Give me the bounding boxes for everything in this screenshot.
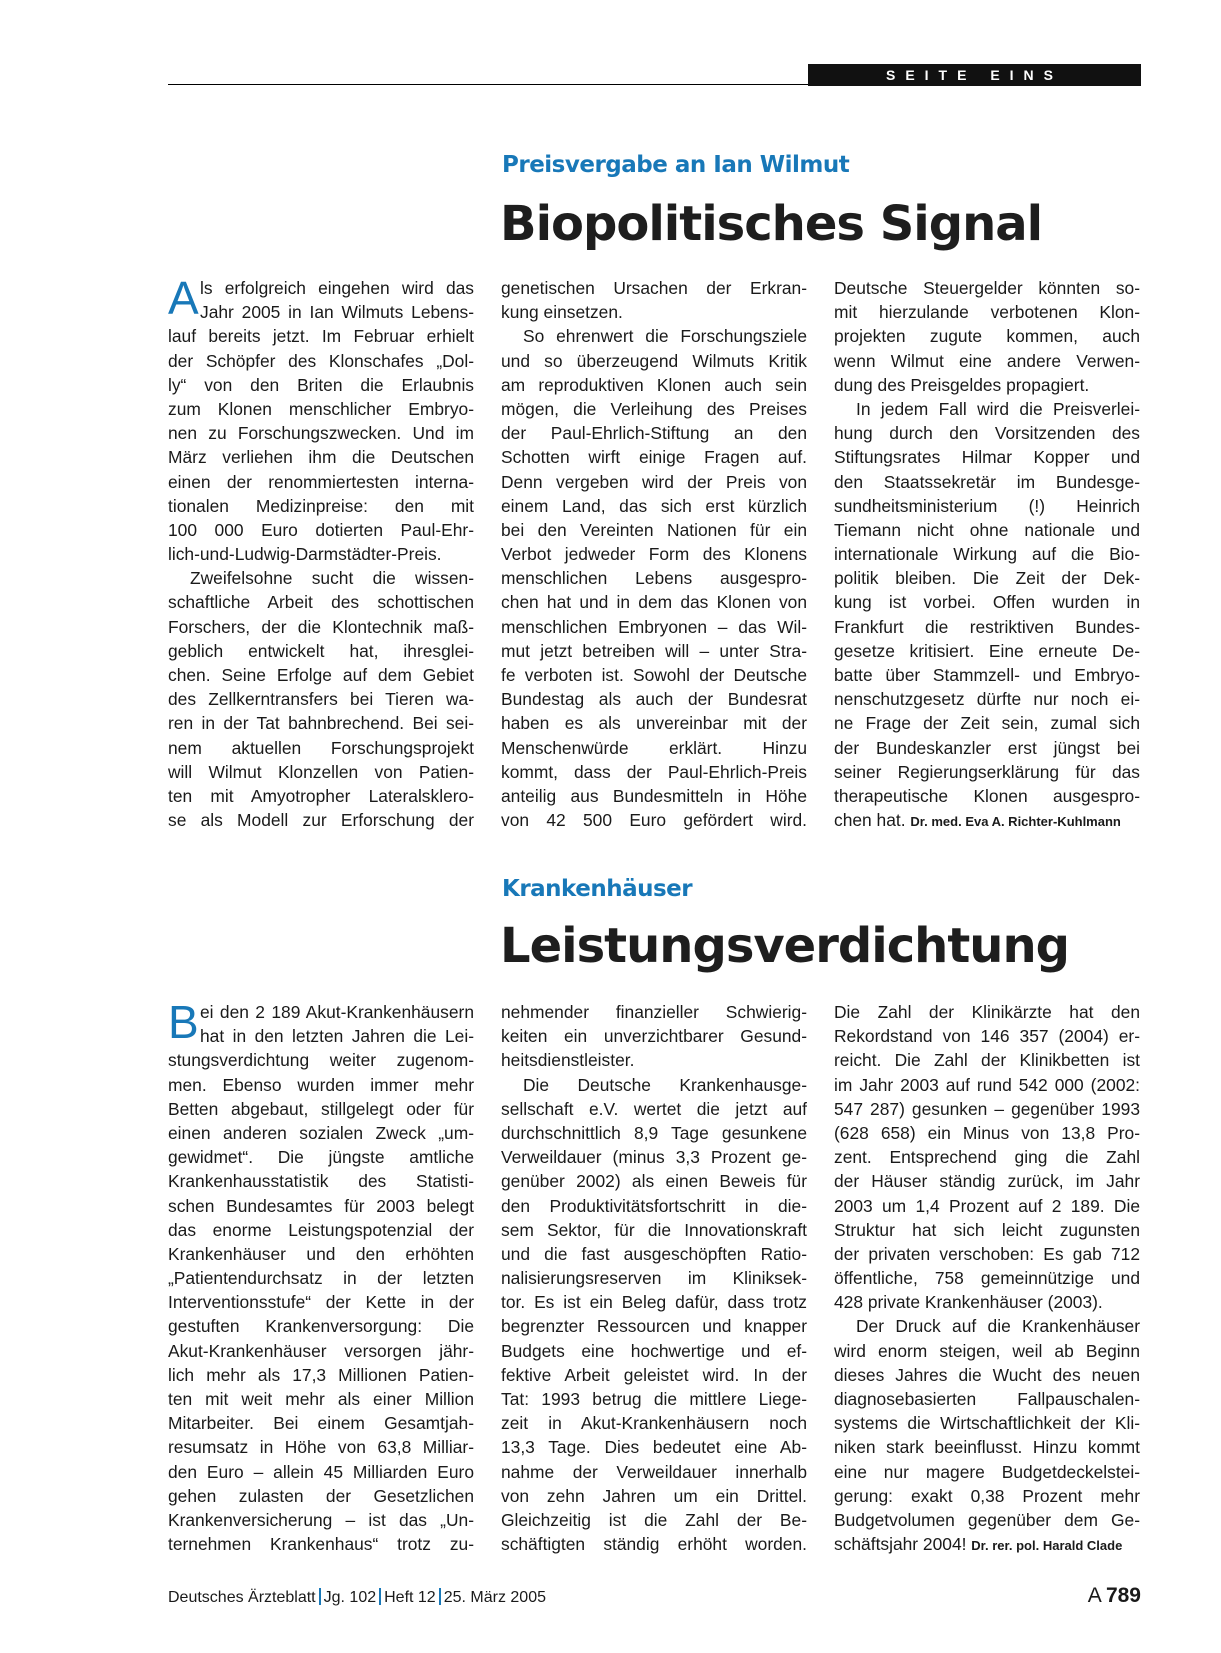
text-line: kung ist vorbei. Offen wurden in (834, 592, 1140, 613)
text-line: niken stark beeinflusst. Hinzu kommt (834, 1437, 1140, 1458)
text-line: chen. Seine Erfolge auf dem Gebiet (168, 665, 474, 685)
text-line: ternehmen Krankenhaus“ trotz zu- (168, 1534, 474, 1555)
text-line: eine nur magere Budgetdeckelstei- (834, 1461, 1140, 1482)
text-line: schaftliche Arbeit des schottischen (168, 592, 474, 613)
text-line: 2003 um 1,4 Prozent auf 2 189. Die (834, 1195, 1140, 1216)
text-line: ten mit Amyotropher Lateralsklero- (168, 785, 474, 806)
text-line: gerung: exakt 0,38 Prozent mehr (834, 1485, 1140, 1506)
text-line: zeit in Akut-Krankenhäusern noch (501, 1413, 807, 1434)
text-line: der Schöpfer des Klonschafes „Dol- (168, 350, 474, 371)
text-line: nahme der Verweildauer innerhalb (501, 1461, 807, 1482)
text-line: Frankfurt die restriktiven Bundes- (834, 616, 1140, 637)
text-line: sem Sektor, für die Innovationskraft (501, 1219, 807, 1240)
footer-divider (379, 1588, 381, 1605)
text-line: und so überzeugend Wilmuts Kritik (501, 350, 807, 371)
text-line: Verbot jedweder Form des Klonens (501, 544, 807, 565)
text-line: Verweildauer (minus 3,3 Prozent ge- (501, 1147, 807, 1168)
text-line: wenn Wilmut eine andere Verwen- (834, 350, 1140, 371)
text-line: bei den Vereinten Nationen für ein (501, 519, 807, 540)
text-line: Budgets eine hochwertige und ef- (501, 1340, 807, 1361)
text-line: tor. Es ist ein Beleg dafür, dass trotz (501, 1292, 807, 1313)
text-line: So ehrenwert die Forschungsziele (523, 326, 807, 347)
article1-column-3 (834, 276, 1140, 832)
page-number-value: 789 (1105, 1584, 1141, 1607)
text-line: chen hat und in dem das Klonen von (501, 592, 807, 613)
drop-cap: A (168, 272, 199, 324)
text-line: In jedem Fall wird die Preisverlei- (856, 398, 1140, 419)
text-line: Interventionsstufe“ der Kette in der (168, 1292, 474, 1313)
journal-name: Deutsches Ärzteblatt (168, 1589, 316, 1606)
text-line: keiten ein unverzichtbarer Gesund- (501, 1026, 807, 1047)
text-line: diagnosebasierten Fallpauschalen- (834, 1389, 1140, 1409)
text-line: nenschutzgesetz dürfte nur noch ei- (834, 689, 1140, 710)
text-line: Bundestag als auch der Bundesrat (501, 689, 807, 710)
text-line: heitsdienstleister. (501, 1050, 635, 1071)
text-line: ls erfolgreich eingehen wird das (200, 278, 474, 298)
header-rule (168, 84, 808, 85)
text-line: se als Modell zur Erforschung der (168, 810, 474, 831)
text-line: von 42 500 Euro gefördert wird. (501, 810, 807, 831)
text-line: einem Land, das sich erst kürzlich (501, 495, 807, 516)
footer (168, 1588, 546, 1607)
text-line: reicht. Die Zahl der Klinikbetten ist (834, 1050, 1140, 1071)
text-line: wird enorm steigen, weil ab Beginn (834, 1340, 1140, 1361)
text-line: men. Ebenso wurden immer mehr (168, 1074, 474, 1095)
text-line: Betten abgebaut, stillgelegt oder für (168, 1098, 474, 1119)
text-line: will Wilmut Klonzellen von Patien- (168, 761, 474, 782)
text-line: projekten zugute kommen, auch (834, 326, 1140, 347)
text-line: ten mit weit mehr als einer Million (168, 1389, 474, 1409)
text-line: ne Frage der Zeit sein, zumal sich (834, 713, 1140, 734)
text-line: der Häuser ständig zurück, im Jahr (834, 1171, 1140, 1192)
article1-kicker: Preisvergabe an Ian Wilmut (502, 152, 850, 178)
text-line: gehen zulasten der Gesetzlichen (168, 1485, 474, 1506)
text-line: im Jahr 2003 auf rund 542 000 (2002: (834, 1074, 1140, 1095)
journal-volume: Jg. 102 (323, 1589, 377, 1606)
text-line: anteilig aus Bundesmitteln in Höhe (501, 785, 807, 806)
text-line: hung durch den Vorsitzenden des (834, 423, 1140, 444)
text-line: und die fast ausgeschöpften Ratio- (501, 1243, 807, 1264)
text-line: Tat: 1993 betrug die mittlere Liege- (501, 1389, 807, 1409)
text-line: Rekordstand von 146 357 (2004) er- (834, 1026, 1140, 1047)
text-line: den Staatssekretär im Bundesge- (834, 471, 1140, 492)
text-line: der privaten verschoben: Es gab 712 (834, 1243, 1140, 1264)
text-line: lich-und-Ludwig-Darmstädter-Preis. (168, 544, 442, 565)
text-line: 547 287) gesunken – gegenüber 1993 (834, 1098, 1140, 1119)
text-line: der Paul-Ehrlich-Stiftung an den (501, 423, 807, 444)
page-prefix: A (1087, 1584, 1102, 1607)
text-line: Die Deutsche Krankenhausge- (523, 1074, 807, 1095)
text-line: 13,3 Tage. Dies bedeutet eine Ab- (501, 1437, 807, 1458)
text-line: nen zu Forschungszwecken. Und im (168, 423, 474, 444)
text-line: nem aktuellen Forschungsprojekt (168, 737, 474, 758)
text-line: kommt, dass der Paul-Ehrlich-Preis (501, 761, 807, 782)
author-credit: Dr. rer. pol. Harald Clade (971, 1538, 1123, 1554)
text-line: haben es als unvereinbar mit der (501, 713, 807, 734)
text-line: mut jetzt betreiben will – unter Stra- (501, 640, 807, 661)
text-line: systems die Wirtschaftlichkeit der Kli- (834, 1413, 1140, 1434)
text-line: gestuften Krankenversorgung: Die (168, 1316, 474, 1337)
text-line: Struktur hat sich leicht zugunsten (834, 1219, 1140, 1240)
text-line: genetischen Ursachen der Erkran- (501, 278, 807, 298)
article2-column-3 (834, 1000, 1140, 1556)
text-line: schen Bundesamtes für 2003 belegt (168, 1195, 474, 1216)
article2-kicker: Krankenhäuser (502, 876, 693, 902)
text-line: Tiemann nicht ohne nationale und (834, 519, 1140, 540)
text-line: zent. Entsprechend ging die Zahl (834, 1147, 1140, 1168)
text-line: Krankenversicherung – ist das „Un- (168, 1509, 474, 1530)
journal-issue: Heft 12 (384, 1589, 436, 1606)
text-line: sellschaft e.V. wertet die jetzt auf (501, 1098, 807, 1119)
text-line: sundheitsministerium (!) Heinrich (834, 495, 1140, 516)
text-line: nalisierungsreserven im Kliniksek- (501, 1268, 807, 1289)
article2-column-2 (501, 1000, 807, 1556)
text-line: ren in der Tat bahnbrechend. Bei sei- (168, 713, 474, 734)
text-line: Denn vergeben wird der Preis von (501, 471, 807, 492)
text-line: März verliehen ihm die Deutschen (168, 447, 474, 468)
text-line: tionalen Medizinpreise: den mit (168, 495, 474, 516)
text-line: gesetze kritisiert. Eine erneute De- (834, 640, 1140, 661)
text-line: „Patientendurchsatz in der letzten (168, 1268, 474, 1289)
text-line: menschlichen Lebens ausgespro- (501, 568, 807, 589)
article1-column-2 (501, 276, 807, 832)
text-line: mit hierzulande verbotenen Klon- (834, 302, 1140, 323)
text-line: Forschers, der die Klontechnik maß- (168, 616, 474, 637)
article2-headline: Leistungsverdichtung (500, 918, 1069, 974)
footer-divider (319, 1588, 321, 1605)
article1-headline: Biopolitisches Signal (500, 196, 1043, 252)
text-line: lauf bereits jetzt. Im Februar erhielt (168, 326, 474, 347)
text-line: Deutsche Steuergelder könnten so- (834, 278, 1140, 298)
paragraph-end: chen hat. (834, 810, 906, 831)
text-line: durchschnittlich 8,9 Tage gesunkene (501, 1122, 807, 1143)
drop-cap: B (168, 996, 199, 1048)
text-line: den Produktivitätsfortschritt in die- (501, 1195, 807, 1216)
text-line: hat in den letzten Jahren die Lei- (200, 1026, 474, 1047)
text-line: Stiftungsrates Hilmar Kopper und (834, 447, 1140, 468)
text-line: Gleichzeitig ist die Zahl der Be- (501, 1509, 807, 1530)
text-line: therapeutische Klonen ausgespro- (834, 785, 1140, 806)
section-badge: SEITE EINS (808, 64, 1141, 86)
text-line: menschlichen Embryonen – das Wil- (501, 616, 807, 637)
text-line: am reproduktiven Klonen auch sein (501, 374, 807, 395)
text-line: gewidmet“. Die jüngste amtliche (168, 1147, 474, 1168)
text-line: zum Klonen menschlicher Embryo- (168, 398, 474, 419)
text-line: Die Zahl der Klinikärzte hat den (834, 1002, 1140, 1022)
text-line: mögen, die Verleihung des Preises (501, 398, 807, 419)
text-line: Krankenhäuser und den erhöhten (168, 1243, 474, 1264)
text-line: Jahr 2005 in Ian Wilmuts Lebens- (200, 302, 474, 323)
text-line: stungsverdichtung weiter zugenom- (168, 1050, 474, 1071)
text-line: fektive Arbeit geleistet wird. In der (501, 1364, 807, 1385)
text-line: dung des Preisgeldes propagiert. (834, 374, 1090, 395)
text-line: politik bleiben. Die Zeit der Dek- (834, 568, 1140, 589)
text-line: schäftigten ständig erhöht worden. (501, 1534, 807, 1555)
text-line: das enorme Leistungspotenzial der (168, 1219, 474, 1240)
text-line: kung einsetzen. (501, 302, 623, 323)
text-line: Budgetvolumen gegenüber dem Ge- (834, 1509, 1140, 1530)
footer-divider (439, 1588, 441, 1605)
page-number (1088, 1584, 1141, 1608)
paragraph-end: schäftsjahr 2004! (834, 1534, 967, 1555)
text-line: internationale Wirkung auf die Bio- (834, 544, 1140, 565)
text-line: batte über Stammzell- und Embryo- (834, 665, 1140, 685)
text-line: seiner Regierungserklärung für das (834, 761, 1140, 782)
text-line: 428 private Krankenhäuser (2003). (834, 1292, 1103, 1313)
text-line (834, 808, 1140, 832)
text-line: Schotten wirft einige Fragen auf. (501, 447, 807, 468)
text-line: (628 658) ein Minus von 13,8 Pro- (834, 1122, 1140, 1143)
text-line: Mitarbeiter. Bei einem Gesamtjah- (168, 1413, 474, 1434)
text-line: lich mehr als 17,3 Millionen Patien- (168, 1364, 474, 1385)
text-line: Der Druck auf die Krankenhäuser (856, 1316, 1140, 1337)
journal-date: 25. März 2005 (443, 1589, 546, 1606)
text-line (834, 1532, 1140, 1556)
text-line: Krankenhausstatistik des Statisti- (168, 1171, 474, 1192)
text-line: einen anderen sozialen Zweck „um- (168, 1122, 474, 1143)
text-line: 100 000 Euro dotierten Paul-Ehr- (168, 519, 474, 540)
text-line: genüber 2002) als einen Beweis für (501, 1171, 807, 1192)
text-line: Zweifelsohne sucht die wissen- (190, 568, 474, 589)
text-line: öffentliche, 758 gemeinnützige und (834, 1268, 1140, 1289)
text-line: geblich entwickelt hat, ihresglei- (168, 640, 474, 661)
text-line: nehmender finanzieller Schwierig- (501, 1002, 807, 1022)
article1-column-1 (168, 272, 474, 832)
text-line: fe verboten ist. Sowohl der Deutsche (501, 665, 807, 685)
text-line: des Zellkerntransfers bei Tieren wa- (168, 689, 474, 710)
text-line: von zehn Jahren um ein Drittel. (501, 1485, 807, 1506)
text-line: Akut-Krankenhäuser versorgen jähr- (168, 1340, 474, 1361)
text-line: ei den 2 189 Akut-Krankenhäusern (200, 1002, 474, 1022)
text-line: resumsatz in Höhe von 63,8 Milliar- (168, 1437, 474, 1458)
text-line: begrenzter Ressourcen und knapper (501, 1316, 807, 1337)
text-line: den Euro – allein 45 Milliarden Euro (168, 1461, 474, 1482)
text-line: der Bundeskanzler erst jüngst bei (834, 737, 1140, 758)
author-credit: Dr. med. Eva A. Richter-Kuhlmann (910, 814, 1121, 830)
text-line: Menschenwürde erklärt. Hinzu (501, 737, 807, 758)
text-line: ly“ von den Briten die Erlaubnis (168, 374, 474, 395)
text-line: dieses Jahres die Wucht des neuen (834, 1364, 1140, 1385)
text-line: einen der renommiertesten interna- (168, 471, 474, 492)
article2-column-1 (168, 996, 474, 1556)
